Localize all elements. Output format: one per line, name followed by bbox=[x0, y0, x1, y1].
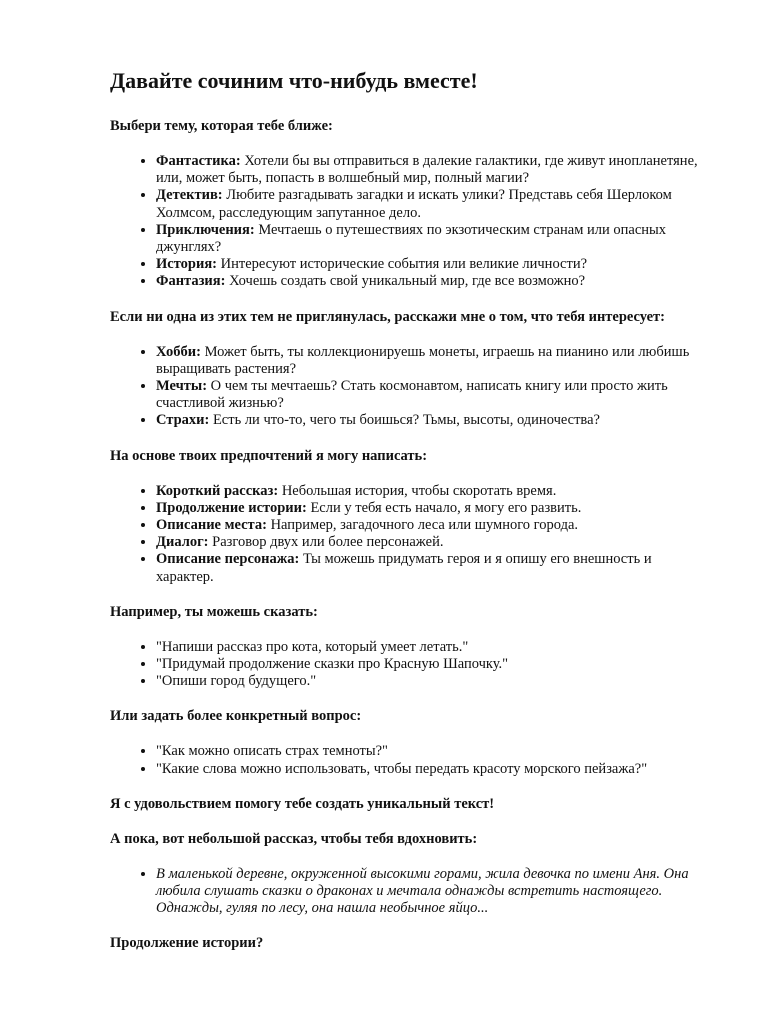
item-text: Есть ли что-то, чего ты боишься? Тьмы, высоты, одиночества? bbox=[212, 412, 600, 429]
list-item bbox=[156, 222, 710, 256]
document-page bbox=[110, 64, 710, 970]
item-text: Хочешь создать свой уникальный мир, где все возможно? bbox=[229, 273, 586, 290]
story-text: • В маленькой деревне, окруженной высокими горами, жила девочка по имени Аня. Она любила слушать сказки о драконах и мечтала однажды встретить настоящего. Однажды, гуляя по лесу, она нашла необычное яйцо... bbox=[156, 866, 710, 918]
questions-heading: Или задать более конкретный вопрос: bbox=[110, 708, 362, 725]
item-term: Продолжение истории: bbox=[156, 499, 307, 516]
item-term: Короткий рассказ: bbox=[156, 482, 279, 499]
examples-list bbox=[110, 639, 710, 691]
list-item bbox=[156, 551, 710, 585]
list-item bbox=[156, 500, 710, 517]
formats-list bbox=[110, 483, 710, 586]
list-item bbox=[156, 534, 710, 551]
item-term: Хобби: bbox=[156, 343, 201, 360]
list-item bbox=[156, 412, 710, 429]
topics-heading: Выбери тему, которая тебе ближе: bbox=[110, 118, 333, 134]
item-term: Описание персонажа: bbox=[156, 551, 300, 568]
list-item: • "Опиши город будущего." bbox=[156, 673, 710, 690]
item-text: Интересуют исторические события или великие личности? bbox=[220, 256, 588, 273]
formats-heading: На основе твоих предпочтений я могу написать: bbox=[110, 447, 428, 464]
item-term: Детектив: bbox=[156, 187, 223, 204]
list-item: • "Напиши рассказ про кота, который умеет летать." bbox=[156, 639, 710, 656]
list-item bbox=[156, 344, 710, 378]
story-heading: А пока, вот небольшой рассказ, чтобы тебя вдохновить: bbox=[110, 830, 478, 847]
list-item bbox=[156, 273, 710, 290]
item-term: Описание места: bbox=[156, 517, 267, 534]
story-list bbox=[110, 866, 710, 918]
item-text: Если у тебя есть начало, я могу его развить. bbox=[310, 499, 582, 516]
item-text: О чем ты мечтаешь? Стать космонавтом, написать книгу или просто жить счастливой жизнью? bbox=[156, 378, 668, 412]
item-text: Ты можешь придумать героя и я опишу его внешность и характер. bbox=[156, 551, 652, 585]
item-term: Фантастика: bbox=[156, 153, 241, 169]
page-title: Давайте сочиним что-нибудь вместе! bbox=[110, 68, 478, 93]
interests-list bbox=[110, 344, 710, 430]
item-term: Фантазия: bbox=[156, 273, 226, 290]
topics-list bbox=[110, 153, 710, 291]
item-text: Небольшая история, чтобы скоротать время. bbox=[281, 482, 557, 499]
interests-heading: Если ни одна из этих тем не приглянулась, расскажи мне о том, что тебя интересует: bbox=[110, 308, 665, 325]
item-text: Хотели бы вы отправиться в далекие галактики, где живут инопланетяне, или, может быть, попасть в волшебный мир, полный магии? bbox=[156, 153, 698, 187]
item-term: Мечты: bbox=[156, 378, 208, 395]
list-item bbox=[156, 517, 710, 534]
list-item bbox=[156, 153, 710, 187]
item-term: Приключения: bbox=[156, 221, 255, 238]
list-item: • "Придумай продолжение сказки про Красную Шапочку." bbox=[156, 656, 710, 673]
list-item bbox=[156, 483, 710, 500]
item-text: Например, загадочного леса или шумного города. bbox=[270, 517, 579, 534]
item-text: Любите разгадывать загадки и искать улики? Представь себя Шерлоком Холмсом, расследующим запутанное дело. bbox=[156, 187, 672, 221]
list-item bbox=[156, 378, 710, 412]
item-term: Страхи: bbox=[156, 412, 210, 429]
list-item: • "Как можно описать страх темноты?" bbox=[156, 743, 710, 760]
item-term: История: bbox=[156, 256, 217, 273]
item-text: Может быть, ты коллекционируешь монеты, играешь на пианино или любишь выращивать растения? bbox=[156, 343, 690, 377]
item-text: Разговор двух или более персонажей. bbox=[212, 534, 444, 551]
item-text: Мечтаешь о путешествиях по экзотическим странам или опасных джунглях? bbox=[156, 221, 667, 256]
list-item bbox=[156, 256, 710, 273]
examples-heading: Например, ты можешь сказать: bbox=[110, 603, 318, 620]
final-question: Продолжение истории? bbox=[110, 935, 264, 952]
list-item: • "Какие слова можно использовать, чтобы передать красоту морского пейзажа?" bbox=[156, 761, 710, 778]
questions-list bbox=[110, 743, 710, 777]
closing-line: Я с удовольствием помогу тебе создать уникальный текст! bbox=[110, 795, 495, 812]
list-item bbox=[156, 187, 710, 221]
item-term: Диалог: bbox=[156, 534, 209, 551]
